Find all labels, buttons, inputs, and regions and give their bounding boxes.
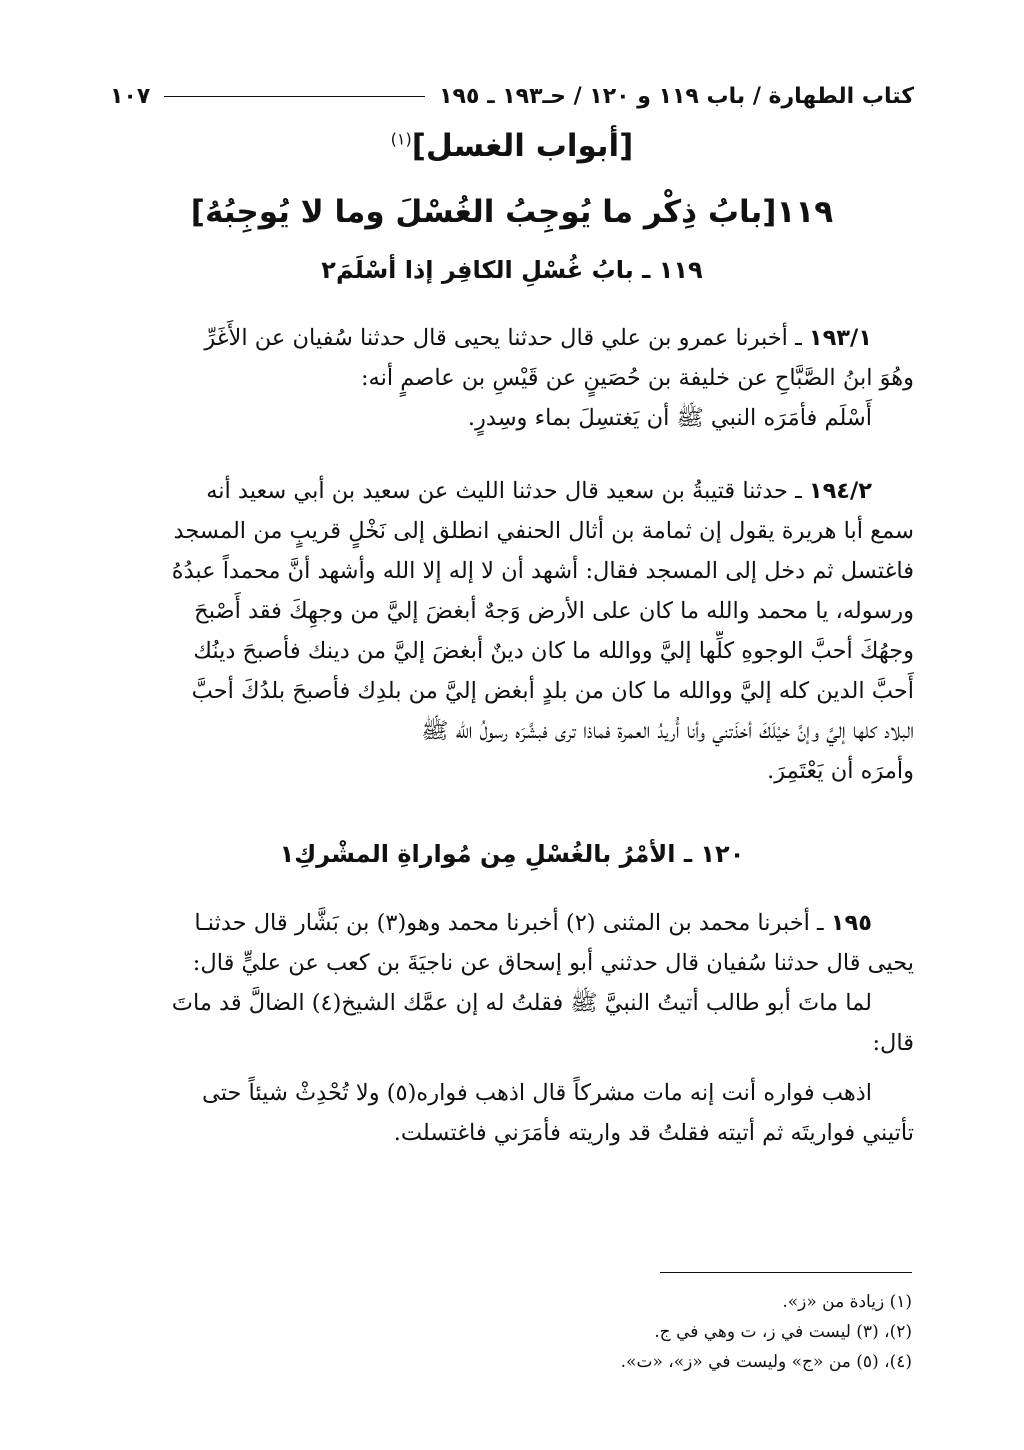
hadith-number: ١٩٥ [830,910,872,936]
footnote-rule [660,1272,912,1273]
hadith-line: لما ماتَ أبو طالب أتيتُ النبيَّ ﷺ فقلتُ له إن عمَّك الشيخ(٤) الضالَّ قد ماتَ [171,990,872,1016]
hadith-line: أَسْلَم فأمَرَه النبي ﷺ أن يَغتسِلَ بماء وسِدرٍ. [467,405,872,431]
hadith-line: يحيى قال حدثنا سُفيان قال حدثني أبو إسحاق عن ناجيَةَ بن كعب عن عليٍّ قال: [192,950,914,976]
bab-119-heading: ١١٩ ـ بابُ غُسْلِ الكافِر إذا أسْلَمَ٢ [321,256,703,284]
bab-120-heading: ١٢٠ ـ الأمْرُ بالغُسْلِ مِن مُواراةِ المشْركِ١ [279,840,745,868]
hadith-line: قال: [872,1030,914,1056]
hadith-line: سمع أبا هريرة يقول إن ثمامة بن أثال الحنفي انطلق إلى نَخْلٍ قريبٍ من المسجد [173,518,914,544]
page-number: ١٠٧ [110,83,151,109]
chapter-heading: ١١٩[بابُ ذِكْر ما يُوجِبُ الغُسْلَ وما لا يُوجِبُهُ] [190,194,834,230]
hadith-line: اذهب فواره أنت إنه مات مشركاً قال اذهب فواره(٥) ولا تُحْدِثْ شيئاً حتى [201,1080,872,1106]
section-heading-text: [أبواب الغسل] [411,128,634,164]
header-title: كتاب الطهارة / باب ١١٩ و ١٢٠ / حـ١٩٣ ـ ١٩٥ [439,83,914,109]
hadith-line: أَحبَّ الدين كله إليَّ ووالله ما كان من بلدٍ أبغض إليَّ من بلدِك فأصبحَ بلدُكَ أحبَّ [191,678,914,704]
hadith-line [110,903,914,943]
hadith-line: وأمرَه أن يَعْتَمِرَ. [767,758,914,784]
running-header [110,76,914,116]
header-rule [164,96,425,97]
footnote: (١) زيادة من «ز». [782,1292,912,1312]
footnote: (٤)، (٥) من «ج» وليست في «ز»، «ت». [620,1352,912,1372]
hadith-line: البلاد كلها إليَّ وإنَّ خيْلَكَ أخذَتني وأنا أُريدُ العمرة فماذا ترى فبشَّرَه رسولُ الله ﷺ [421,718,914,744]
hadith-line: ورسوله، يا محمد والله ما كان على الأرض وَجهٌ أبغضَ إليَّ من وجهِكَ فقد أَصْبحَ [194,598,914,624]
footnote: (٢)، (٣) ليست في ز، ت وهي في ج. [654,1322,912,1342]
hadith-194 [110,471,914,791]
hadith-193 [110,318,914,438]
hadith-text: ـ حدثنا قتيبةُ بن سعيد قال حدثنا الليث عن سعيد بن أبي سعيد أنه [206,478,809,504]
hadith-number: ١٩٤/٢ [808,478,872,504]
footnotes [110,1287,912,1377]
hadith-text: ـ أخبرنا محمد بن المثنى (٢) أخبرنا محمد وهو(٣) بن بَشَّار قال حدثنـا [194,910,831,936]
hadith-195 [110,903,914,1153]
hadith-line: وهُوَ ابنُ الصَّبَّاحِ عن خليفة بن حُصَينٍ عن قَيْسِ بن عاصمٍ أنه: [360,365,914,391]
hadith-line [110,471,914,511]
hadith-line: تأتيني فواريتَه ثم أتيته فقلتُ قد واريته فأمَرَني فاغتسلت. [393,1120,914,1146]
section-footnote-marker: (١) [390,129,412,149]
hadith-line [110,318,914,358]
section-heading [110,128,914,164]
hadith-number: ١٩٣/١ [808,325,872,351]
hadith-text: ـ أخبرنا عمرو بن علي قال حدثنا يحيى قال حدثنا سُفيان عن الأَغَرِّ [204,325,809,351]
hadith-line: فاغتسل ثم دخل إلى المسجد فقال: أشهد أن لا إله إلا الله وأشهد أنَّ محمداً عبدُهُ [171,558,914,584]
hadith-line: وجهُكَ أحبَّ الوجوهِ كلِّها إليَّ ووالله ما كان دينٌ أبغضَ إليَّ من دينك فأصبحَ دينُك [193,638,914,664]
